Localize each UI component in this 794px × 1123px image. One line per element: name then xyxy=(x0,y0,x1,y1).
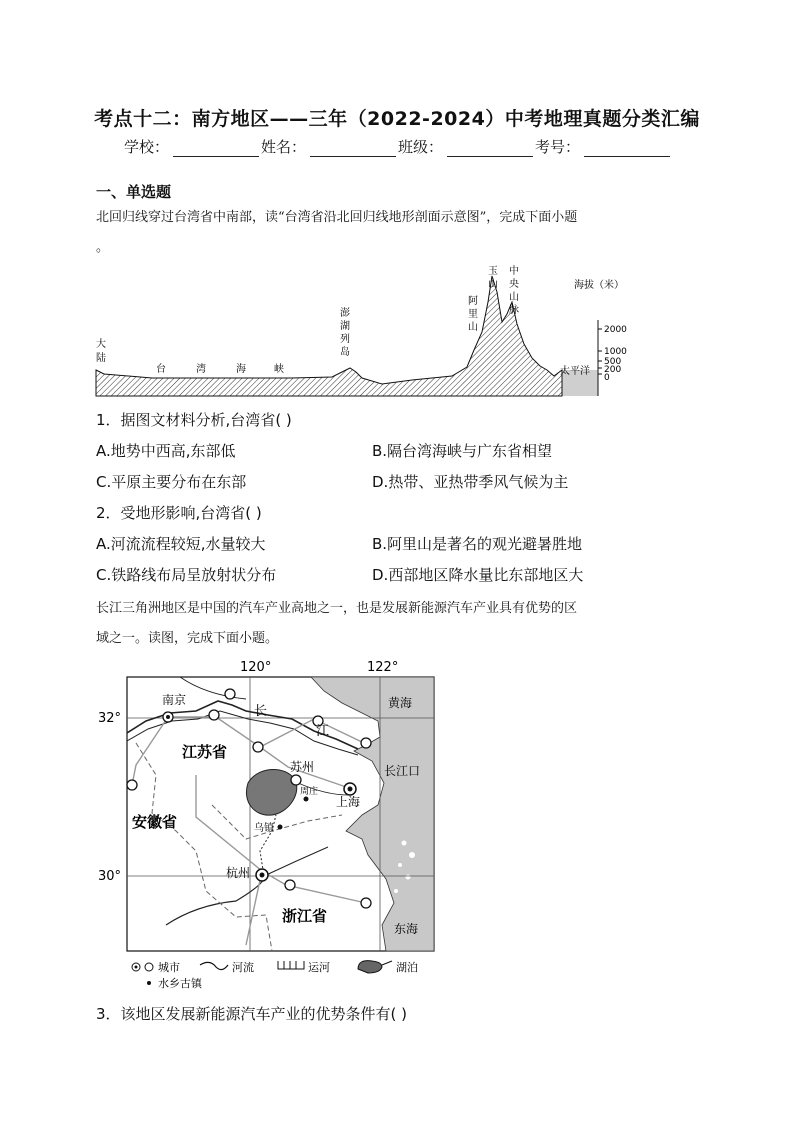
number-blank[interactable] xyxy=(584,140,670,157)
strait-label-1: 台 xyxy=(156,364,166,375)
yushan-label-1: 玉 xyxy=(488,266,498,277)
strait-label-3: 海 xyxy=(236,364,246,375)
central-range-label-1: 中 xyxy=(509,266,519,277)
nanjing-label: 南京 xyxy=(162,693,187,707)
tick-label-1000: 1000 xyxy=(604,347,627,357)
terrain-profile xyxy=(96,276,562,396)
zhejiang-label: 浙江省 xyxy=(282,907,328,925)
hangzhou-city-dot xyxy=(260,873,265,878)
mainland-label-1: 大 xyxy=(96,339,106,350)
q3-stem: 3．该地区发展新能源汽车产业的优势条件有( ) xyxy=(96,1005,408,1023)
material2-lead-line2: 域之一。读图，完成下面小题。 xyxy=(96,631,279,646)
legend-lake-label: 湖泊 xyxy=(396,961,418,974)
east-sea-label: 东海 xyxy=(394,922,419,936)
q2-option-a[interactable]: A.河流流程较短,水量较大 xyxy=(96,535,266,553)
island xyxy=(394,889,398,893)
central-range-label-3: 山 xyxy=(509,292,519,303)
q2-option-d[interactable]: D.西部地区降水量比东部地区大 xyxy=(372,566,584,584)
shanghai-label: 上海 xyxy=(336,795,361,809)
legend-city-dot xyxy=(135,966,138,969)
legend-town-icon xyxy=(147,981,151,985)
q1-option-a[interactable]: A.地势中西高,东部低 xyxy=(96,442,236,460)
island xyxy=(402,841,407,846)
q1-option-c[interactable]: C.平原主要分布在东部 xyxy=(96,473,247,491)
q2-stem: 2．受地形影响,台湾省( ) xyxy=(96,504,262,522)
penghu-label-4: 岛 xyxy=(340,347,350,358)
city-marker xyxy=(285,880,295,890)
nanjing-city-dot xyxy=(166,715,170,719)
taiwan-profile-figure xyxy=(92,262,632,402)
city-marker xyxy=(361,898,371,908)
school-label: 学校： xyxy=(124,138,170,156)
q2-option-b[interactable]: B.阿里山是著名的观光避暑胜地 xyxy=(372,535,583,553)
section-heading: 一、单选题 xyxy=(96,183,172,201)
legend-river-icon xyxy=(200,962,228,969)
mainland-label-2: 陆 xyxy=(96,353,106,364)
material1-lead-line2: 。 xyxy=(96,240,110,255)
strait-label-4: 峡 xyxy=(274,364,284,375)
city-marker xyxy=(361,738,371,748)
tick-label-500: 500 xyxy=(604,357,622,367)
lon-120-label: 120° xyxy=(240,660,272,675)
tick-label-200: 200 xyxy=(604,365,622,375)
student-info-row xyxy=(124,136,672,157)
penghu-label-1: 澎 xyxy=(340,308,350,319)
yellow-sea-label: 黄海 xyxy=(388,696,413,710)
zhouzhuang-label: 周庄 xyxy=(300,787,319,797)
island xyxy=(409,852,415,858)
central-range-label-4: 脉 xyxy=(509,305,519,316)
school-blank[interactable] xyxy=(173,140,259,157)
number-label: 考号： xyxy=(535,138,581,156)
lat-30-label: 30° xyxy=(98,869,122,884)
name-blank[interactable] xyxy=(310,140,396,157)
lon-122-label: 122° xyxy=(367,660,399,675)
legend-canal-label: 运河 xyxy=(308,961,330,974)
wuzhen-town-dot xyxy=(278,825,283,830)
pacific-label: 太平洋 xyxy=(560,366,590,377)
page-title: 考点十二：南方地区——三年（2022-2024）中考地理真题分类汇编 xyxy=(94,108,700,130)
alishan-label-2: 里 xyxy=(468,309,478,320)
legend-city-label: 城市 xyxy=(158,961,180,974)
yushan-label-2: 山 xyxy=(488,279,498,290)
island xyxy=(406,875,411,880)
q2-option-c[interactable]: C.铁路线布局呈放射状分布 xyxy=(96,566,277,584)
suzhou-label: 苏州 xyxy=(290,760,315,774)
legend-lake-icon xyxy=(358,961,392,973)
anhui-label: 安徽省 xyxy=(132,813,178,831)
island xyxy=(398,863,402,867)
legend-town-label: 水乡古镇 xyxy=(158,977,202,990)
legend-canal-icon xyxy=(278,961,304,969)
shanghai-city-dot xyxy=(348,787,353,792)
penghu-label-2: 湖 xyxy=(340,321,350,332)
suzhou-city-marker xyxy=(291,775,301,785)
city-marker xyxy=(225,689,235,699)
chang-label: 长 xyxy=(254,704,268,719)
alishan-label-1: 阿 xyxy=(468,296,478,307)
city-marker xyxy=(127,780,137,790)
strait-label-2: 湾 xyxy=(196,364,206,375)
penghu-label-3: 列 xyxy=(340,334,350,345)
q1-stem: 1．据图文材料分析,台湾省( ) xyxy=(96,411,292,429)
yangtze-delta-map xyxy=(96,655,456,990)
legend-river-label: 河流 xyxy=(232,961,254,974)
jiangsu-label: 江苏省 xyxy=(182,743,228,761)
city-marker xyxy=(209,710,219,720)
lat-32-label: 32° xyxy=(98,711,122,726)
name-label: 姓名： xyxy=(261,138,307,156)
tick-label-2000: 2000 xyxy=(604,325,627,335)
tick-label-0: 0 xyxy=(604,373,610,383)
zhouzhuang-town-dot xyxy=(304,797,309,802)
hangzhou-label: 杭州 xyxy=(226,866,251,880)
class-blank[interactable] xyxy=(447,140,533,157)
legend-city-icon-2 xyxy=(145,963,153,971)
material1-lead-line1: 北回归线穿过台湾省中南部，读“台湾省沿北回归线地形剖面示意图”，完成下面小题 xyxy=(96,210,578,225)
q1-option-b[interactable]: B.隔台湾海峡与广东省相望 xyxy=(372,442,553,460)
alishan-label-3: 山 xyxy=(468,322,478,333)
material2-lead-line1: 长江三角洲地区是中国的汽车产业高地之一，也是发展新能源汽车产业具有优势的区 xyxy=(96,601,578,616)
central-range-label-2: 央 xyxy=(509,279,519,290)
elevation-label: 海拔（米） xyxy=(574,280,624,291)
city-marker xyxy=(253,742,263,752)
class-label: 班级： xyxy=(398,138,444,156)
wuzhen-label: 乌镇 xyxy=(254,823,274,834)
estuary-label: 长江口 xyxy=(384,764,421,778)
q1-option-d[interactable]: D.热带、亚热带季风气候为主 xyxy=(372,473,569,491)
jiang-label: 江 xyxy=(316,724,330,739)
